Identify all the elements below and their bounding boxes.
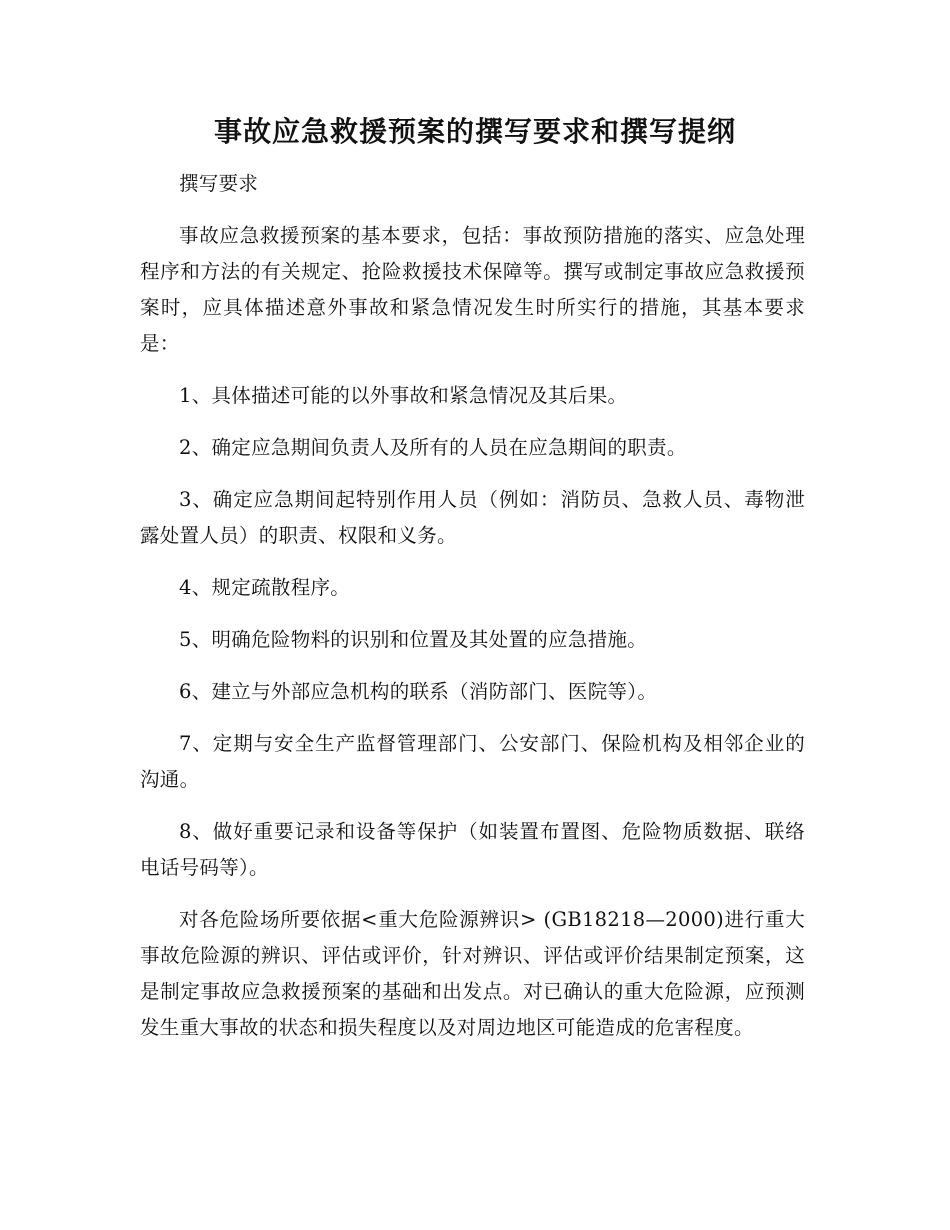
document-title: 事故应急救援预案的撰写要求和撰写提纲: [213, 115, 736, 148]
section-heading: 撰写要求: [179, 172, 259, 195]
list-item-4: 4、规定疏散程序。: [179, 576, 351, 599]
list-item-7: 7、定期与安全生产监督管理部门、公安部门、保险机构及相邻企业的沟通。: [140, 732, 805, 791]
document-body: [140, 166, 805, 1062]
list-item-5: 5、明确危险物料的识别和位置及其处置的应急措施。: [179, 628, 648, 651]
paragraph-hazard-identification: 对各危险场所要依据<重大危险源辨识> (GB18218—2000)进行重大事故危险源的辨识、评估或评价，针对辨识、评估或评价结果制定预案，这是制定事故应急救援预案的基础和出发点。对已确认的重大危险源，应预测发生重大事故的状态和损失程度以及对周边地区可能造成的危害程度。: [140, 908, 805, 1039]
list-item-3: 3、确定应急期间起特别作用人员（例如：消防员、急救人员、毒物泄露处置人员）的职责、权限和义务。: [140, 488, 805, 547]
list-item-8: 8、做好重要记录和设备等保护（如装置布置图、危险物质数据、联络电话号码等）。: [140, 820, 805, 879]
list-item-6: 6、建立与外部应急机构的联系（消防部门、医院等）。: [179, 680, 658, 703]
list-item-2: 2、确定应急期间负责人及所有的人员在应急期间的职责。: [179, 436, 687, 459]
paragraph-intro: 事故应急救援预案的基本要求，包括：事故预防措施的落实、应急处理程序和方法的有关规定、抢险救援技术保障等。撰写或制定事故应急救援预案时，应具体描述意外事故和紧急情况发生时所实行的措施，其基本要求是：: [140, 224, 805, 355]
list-item-1: 1、具体描述可能的以外事故和紧急情况及其后果。: [179, 384, 628, 407]
